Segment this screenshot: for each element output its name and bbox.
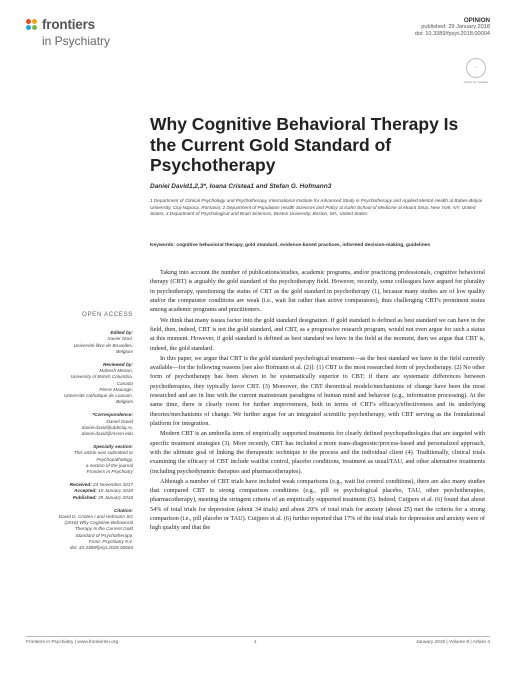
body-paragraph: We think that many issues factor into the gold standard designation. If gold standard is defined as best standard we can have in the field, then, indeed, CBT is not the gold standard, and CBT, as a progressive research program, would not even argue for such a status at this moment. However, if gold standard is defined as best standard we have in the field at the moment, then we argue that CBT is, indeed, the gold standard. — [150, 316, 485, 352]
check-for-updates-label: Check for updates — [463, 80, 488, 84]
edited-by: Edited by: Xavier Noel, Université libre de Bruxelles, Belgium — [73, 330, 133, 354]
article-title: Why Cognitive Behavioral Therapy Is the Current Gold Standard of Psychotherapy — [150, 114, 459, 175]
check-for-updates-icon[interactable]: ✓ — [466, 58, 486, 78]
footer-journal[interactable]: Frontiers in Psychiatry | www.frontiersin.org — [26, 640, 119, 645]
keywords — [150, 243, 485, 250]
keywords-label: Keywords: — [150, 243, 176, 248]
article-type: OPINION — [463, 17, 490, 24]
correspondence: *Correspondence: Daniel David daniel.david@ubbcluj.ro, daniel.david@mssm.edu — [26, 412, 133, 437]
article-dates: Received: 24 November 2017 Accepted: 10 January 2018 Published: 29 January 2018 — [69, 482, 133, 500]
article-body — [150, 268, 485, 534]
body-paragraph: Although a number of CBT trials have included weak comparisons (e.g., wait list control conditions), there are also many studies that compared CBT to strong comparison conditions (e.g., pill or psychological placebo, TAU, other psychotherapies, pharmacotherapy), meeting the stringent criteria of an empirically supported treatment (5). Indeed, Cuijpers et al. (6) found that about 54% of total trials for depression (about 34 trials) and about 20% of total trials for anxiety (about 25) met the criteria for a strong comparison (i.e., pill placebo or TAU). Cuijpers et al. (6) further reported that 17% of the total trials for depression and anxiety were of high quality and that the — [150, 477, 485, 532]
body-paragraph: Modern CBT is an umbrella term of empirically supported treatments for clearly defined psychopathologies that are targeted with specific treatment strategies (3). More recently, CBT has included a more trans-diagnostic/process-based and personalized approach, with the ultimate goal of linking the therapeutic technique to the process and the individual client (4). Traditionally, clinical trials examining the efficacy of CBT include waitlist control, placebo conditions, treatment as usual/TAU, and other alternative treatments (including psychodynamic therapies and pharmacotherapies). — [150, 430, 485, 475]
reviewed-by: Reviewed by: Mahesh Menon, University of British Columbia, Canada Pierre Maurage, Université catholique de Louvain, Belgium — [63, 362, 133, 405]
doi[interactable]: doi: 10.3389/fpsyt.2018.00004 — [414, 31, 490, 37]
logo-journal: in Psychiatry — [42, 34, 111, 48]
email-link[interactable]: daniel.david@ubbcluj.ro, — [81, 424, 133, 430]
published-date: published: 29 January 2018 — [421, 24, 490, 30]
keywords-text: cognitive behavioral therapy, gold standard, evidence-based practices, informed decision-making, guidelines — [176, 243, 431, 248]
article-sidebar — [26, 312, 133, 558]
body-paragraph: In this paper, we argue that CBT is the gold standard psychological treatment—as the best standard we have in the field currently available—for the following reasons [see also Hofmann et al. (2)]: (1) CBT is the most researched form of psychotherapy. (2) No other form of psychotherapy has been shown to be systematically superior to CBT; if there are systematic differences between psychotherapies, they typically favor CBT. (3) Moreover, the CBT theoretical models/mechanisms of change have been the most researched and are in line with the current mainstream paradigms of human mind and behavior (e.g., information processing). At the same time, there is clearly room for further improvement, both in terms of CBT's efficacy/effectiveness and its underlying theories/mechanisms of change. We further argue for an integrated scientific psychotherapy, with CBT serving as the foundational platform for integration. — [150, 354, 485, 428]
open-access-label: OPEN ACCESS — [82, 311, 133, 318]
journal-logo — [26, 17, 166, 53]
page-number: 1 — [254, 640, 257, 645]
citation: Citation: David D, Cristea I and Hofmann SG (2018) Why Cognitive Behavioral Therapy Is the Current Gold Standard of Psychotherapy. Front. Psychiatry 9:4. doi: 10.3389/fpsyt.2018.00004 — [58, 507, 133, 551]
frontiers-logo-icon — [26, 19, 40, 33]
body-paragraph: Taking into account the number of publications/studies, academic programs, and/or practicing professionals, cognitive behavioral therapy (CBT) is arguably the gold standard of the psychotherapy field. However, recently, some colleagues have argued for plurality in psychotherapy, questioning the status of CBT as the gold standard in psychotherapy (1), because many studies are of low quality and/or the comparator conditions are weak (i.e., wait list rather than active comparators), thus challenging CBT's prominent status among academic programs and practitioners. — [150, 269, 485, 314]
logo-brand: frontiers — [42, 17, 95, 32]
article-header-meta — [415, 17, 490, 38]
footer-divider — [26, 636, 490, 637]
specialty-section: Specialty section: This article was submitted to Psychopathology, a section of the journal Frontiers in Psychiatry — [73, 444, 133, 475]
affiliations: 1 Department of Clinical Psychology and Psychotherapy, International Institute for Advanced Study in Psychotherapy and Applied Mental Health at Babes-Bolyai University, Cluj-Napoca, Romania; 2 Department of Population Health Sciences and Policy at Icahn School of Medicine at Mount Sinai, New York, NY, United States, 3 Department of Psychological and Brain Sciences, Boston University, Boston, MA, United States — [150, 198, 483, 217]
footer-issue: January 2018 | Volume 9 | Article 4 — [416, 640, 490, 645]
email-link[interactable]: daniel.david@mssm.edu — [81, 431, 133, 437]
authors: Daniel David1,2,3*, Ioana Cristea1 and Stefan G. Hofmann3 — [150, 183, 332, 190]
